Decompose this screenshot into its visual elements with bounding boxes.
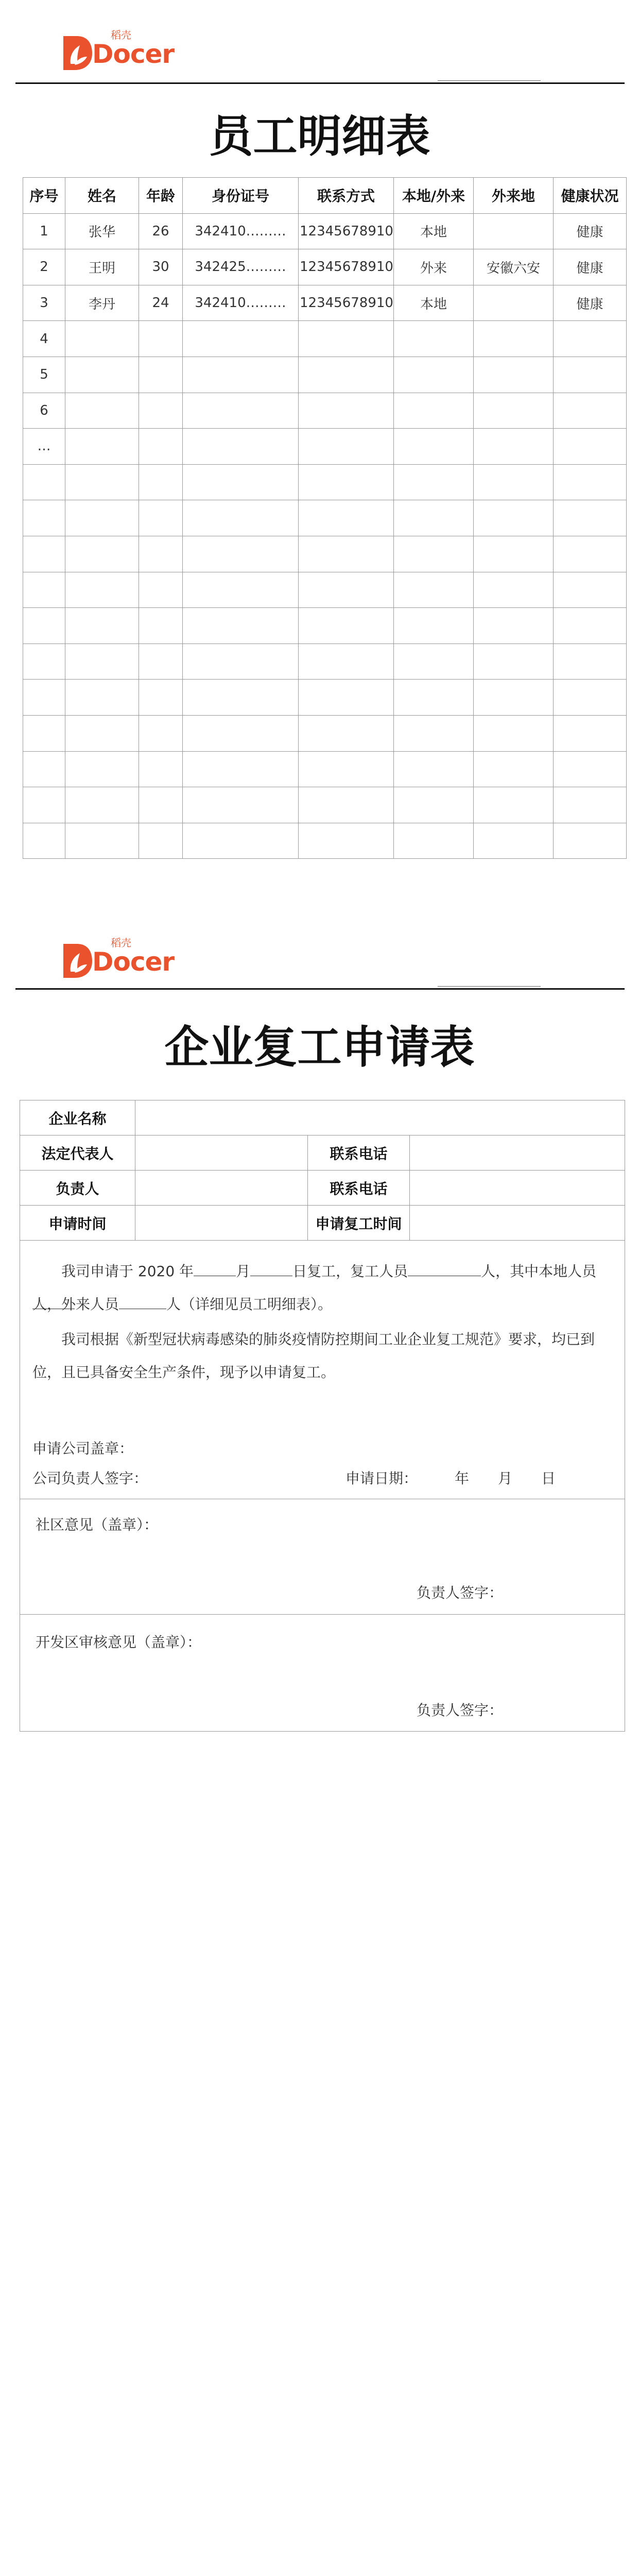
cell-index [23, 643, 65, 680]
application-date-label: 申请日期： [346, 1470, 418, 1487]
cell-index [23, 572, 65, 608]
resume-application-page [0, 917, 639, 2576]
cell-origin-place [474, 464, 554, 500]
docer-logo [59, 29, 175, 72]
docer-cn-name: 稻壳 [111, 937, 131, 949]
cell-origin-place [474, 643, 554, 680]
community-opinion-block [20, 1499, 625, 1615]
external-count-blank[interactable] [119, 1295, 166, 1309]
cell-name [65, 608, 139, 644]
cell-origin-type: 本地 [394, 285, 474, 321]
table-row [23, 643, 627, 680]
cell-index: … [23, 429, 65, 465]
cell-index [23, 751, 65, 787]
cell-origin-type [394, 643, 474, 680]
cell-contact [299, 572, 394, 608]
cell-age [139, 680, 183, 716]
col-header-id-number: 身份证号 [183, 178, 299, 214]
cell-contact [299, 643, 394, 680]
cell-contact [299, 500, 394, 536]
cell-health [554, 608, 627, 644]
devzone-signature-label: 负责人签字： [417, 1702, 504, 1719]
col-header-age: 年龄 [139, 178, 183, 214]
table-row [23, 536, 627, 572]
cell-origin-place [474, 321, 554, 357]
legal-rep-label: 法定代表人 [20, 1136, 135, 1170]
statement-text-part: 我司申请于 2020 年 [61, 1263, 194, 1280]
cell-origin-type [394, 715, 474, 751]
table-row [23, 787, 627, 823]
cell-contact [299, 608, 394, 644]
company-seal-label: 申请公司盖章： [32, 1440, 134, 1457]
legal-rep-row [20, 1136, 625, 1171]
cell-health: 健康 [554, 285, 627, 321]
cell-id-number [183, 464, 299, 500]
community-signature-label: 负责人签字： [417, 1584, 504, 1601]
date-day-label: 日 [541, 1470, 556, 1487]
cell-age: 24 [139, 285, 183, 321]
cell-origin-place [474, 536, 554, 572]
cell-name [65, 680, 139, 716]
cell-health [554, 357, 627, 393]
company-name-label: 企业名称 [20, 1100, 135, 1135]
cell-age [139, 464, 183, 500]
table-row [23, 680, 627, 716]
cell-name [65, 572, 139, 608]
cell-age [139, 393, 183, 429]
cell-age [139, 823, 183, 859]
company-name-row [20, 1100, 625, 1136]
cell-contact: 12345678910 [299, 285, 394, 321]
cell-health [554, 393, 627, 429]
cell-age [139, 357, 183, 393]
cell-origin-type [394, 608, 474, 644]
cell-health [554, 464, 627, 500]
cell-index [23, 715, 65, 751]
cell-origin-place [474, 715, 554, 751]
col-header-origin-type: 本地/外来 [394, 178, 474, 214]
phone-label-1: 联系电话 [308, 1136, 410, 1170]
cell-index [23, 823, 65, 859]
cell-age [139, 751, 183, 787]
table-row [23, 500, 627, 536]
header-rule-accent [438, 80, 541, 81]
cell-index [23, 680, 65, 716]
application-statement [20, 1241, 625, 1499]
cell-health [554, 823, 627, 859]
cell-origin-place [474, 787, 554, 823]
cell-origin-type [394, 393, 474, 429]
cell-origin-place [474, 608, 554, 644]
cell-contact [299, 787, 394, 823]
cell-origin-place [474, 213, 554, 249]
cell-origin-place [474, 572, 554, 608]
cell-contact [299, 321, 394, 357]
cell-name [65, 357, 139, 393]
cell-name: 张华 [65, 213, 139, 249]
cell-name [65, 429, 139, 465]
table-row [23, 249, 627, 285]
cell-health [554, 787, 627, 823]
cell-age [139, 787, 183, 823]
staff-table-header-row [23, 178, 627, 214]
header-rule [15, 988, 625, 990]
apply-time-label: 申请时间 [20, 1206, 135, 1240]
col-header-name: 姓名 [65, 178, 139, 214]
cell-age [139, 715, 183, 751]
cell-name [65, 393, 139, 429]
cell-contact [299, 715, 394, 751]
cell-origin-type: 外来 [394, 249, 474, 285]
cell-contact: 12345678910 [299, 213, 394, 249]
staff-sheet-page [0, 0, 639, 866]
cell-index: 3 [23, 285, 65, 321]
statement-text-part: 日复工，复工人员 [292, 1263, 408, 1280]
manager-label: 负责人 [20, 1171, 135, 1205]
col-header-index: 序号 [23, 178, 65, 214]
staff-count-blank[interactable] [408, 1262, 481, 1276]
cell-contact [299, 680, 394, 716]
col-header-origin-place: 外来地 [474, 178, 554, 214]
cell-index: 1 [23, 213, 65, 249]
cell-index [23, 500, 65, 536]
cell-origin-place [474, 429, 554, 465]
date-month-label: 月 [498, 1470, 513, 1487]
day-blank[interactable] [250, 1262, 292, 1276]
docer-logo-icon [59, 34, 93, 71]
cell-contact [299, 429, 394, 465]
resume-time-label: 申请复工时间 [308, 1206, 410, 1240]
cell-id-number: 342410……… [183, 213, 299, 249]
cell-origin-type [394, 536, 474, 572]
cell-id-number [183, 787, 299, 823]
cell-health [554, 572, 627, 608]
cell-index: 5 [23, 357, 65, 393]
cell-contact [299, 464, 394, 500]
company-signature-label: 公司负责人签字： [32, 1470, 148, 1487]
cell-age [139, 572, 183, 608]
cell-id-number [183, 572, 299, 608]
table-row [23, 429, 627, 465]
cell-age: 30 [139, 249, 183, 285]
devzone-opinion-block [20, 1615, 625, 1731]
phone-label-2: 联系电话 [308, 1171, 410, 1205]
cell-age [139, 536, 183, 572]
cell-name [65, 715, 139, 751]
cell-age [139, 321, 183, 357]
cell-name [65, 536, 139, 572]
statement-text-part: 人（详细见员工明细表）。 [166, 1296, 333, 1313]
statement-text-part: 月 [236, 1263, 251, 1280]
apply-time-row [20, 1206, 625, 1241]
cell-contact [299, 393, 394, 429]
cell-id-number [183, 393, 299, 429]
manager-row [20, 1171, 625, 1206]
cell-id-number: 342425……… [183, 249, 299, 285]
cell-origin-type [394, 464, 474, 500]
statement-text-part: 人，外来人员 [32, 1296, 119, 1313]
cell-health: 健康 [554, 213, 627, 249]
table-row [23, 213, 627, 249]
cell-name [65, 751, 139, 787]
cell-id-number [183, 715, 299, 751]
cell-index [23, 787, 65, 823]
cell-id-number [183, 500, 299, 536]
cell-id-number [183, 823, 299, 859]
cell-health [554, 643, 627, 680]
col-header-health: 健康状况 [554, 178, 627, 214]
table-row [23, 357, 627, 393]
cell-origin-type [394, 751, 474, 787]
cell-origin-place [474, 751, 554, 787]
docer-wordmark: Docer [92, 947, 175, 977]
cell-origin-place [474, 680, 554, 716]
month-blank[interactable] [194, 1262, 236, 1276]
cell-origin-place: 安徽六安 [474, 249, 554, 285]
cell-health: 健康 [554, 249, 627, 285]
cell-origin-type [394, 321, 474, 357]
cell-health [554, 680, 627, 716]
table-row [23, 751, 627, 787]
table-row [23, 321, 627, 357]
cell-origin-type [394, 429, 474, 465]
cell-age [139, 643, 183, 680]
cell-origin-type [394, 572, 474, 608]
cell-health [554, 321, 627, 357]
cell-id-number [183, 680, 299, 716]
table-row [23, 572, 627, 608]
cell-contact [299, 751, 394, 787]
statement-text-part: 人，其中本地人员 [481, 1263, 597, 1280]
community-opinion-label: 社区意见（盖章）： [36, 1516, 159, 1533]
cell-id-number [183, 751, 299, 787]
docer-wordmark: Docer [92, 39, 175, 69]
company-name-field[interactable] [135, 1100, 625, 1135]
date-year-label: 年 [455, 1470, 470, 1487]
cell-health [554, 536, 627, 572]
cell-origin-type [394, 357, 474, 393]
cell-age [139, 429, 183, 465]
cell-id-number [183, 429, 299, 465]
cell-contact: 12345678910 [299, 249, 394, 285]
cell-contact [299, 536, 394, 572]
staff-sheet-title: 员工明细表 [209, 110, 430, 162]
cell-origin-type [394, 787, 474, 823]
cell-name [65, 464, 139, 500]
cell-age [139, 608, 183, 644]
phone-field-2[interactable] [410, 1171, 625, 1205]
phone-field-1[interactable] [410, 1136, 625, 1170]
cell-index: 2 [23, 249, 65, 285]
cell-origin-place [474, 393, 554, 429]
manager-field[interactable] [135, 1171, 308, 1205]
cell-health [554, 429, 627, 465]
cell-contact [299, 357, 394, 393]
cell-name [65, 787, 139, 823]
cell-id-number [183, 536, 299, 572]
docer-logo-icon [59, 942, 93, 979]
apply-time-field[interactable] [135, 1206, 308, 1240]
table-row [23, 464, 627, 500]
statement-paragraph-2: 我司根据《新型冠状病毒感染的肺炎疫情防控期间工业企业复工规范》要求，均已到位，且已具备安全生产条件，现予以申请复工。 [32, 1331, 595, 1381]
cell-origin-type [394, 500, 474, 536]
cell-origin-place [474, 357, 554, 393]
table-row [23, 393, 627, 429]
legal-rep-field[interactable] [135, 1136, 308, 1170]
cell-origin-type [394, 823, 474, 859]
cell-index: 6 [23, 393, 65, 429]
cell-name [65, 321, 139, 357]
cell-index [23, 608, 65, 644]
cell-index [23, 536, 65, 572]
cell-id-number [183, 321, 299, 357]
devzone-opinion-label: 开发区审核意见（盖章）： [36, 1634, 202, 1651]
cell-health [554, 500, 627, 536]
docer-logo [59, 937, 175, 980]
cell-index [23, 464, 65, 500]
cell-origin-place [474, 500, 554, 536]
header-rule [15, 82, 625, 84]
cell-health [554, 751, 627, 787]
cell-name: 李丹 [65, 285, 139, 321]
table-row [23, 823, 627, 859]
docer-cn-name: 稻壳 [111, 29, 131, 41]
cell-id-number [183, 608, 299, 644]
cell-name [65, 823, 139, 859]
resume-time-field[interactable] [410, 1206, 625, 1240]
staff-table-body [23, 213, 627, 859]
cell-name: 王明 [65, 249, 139, 285]
cell-name [65, 500, 139, 536]
application-form [20, 1100, 625, 1732]
cell-health [554, 715, 627, 751]
cell-contact [299, 823, 394, 859]
cell-id-number: 342410……… [183, 285, 299, 321]
table-row [23, 285, 627, 321]
col-header-contact: 联系方式 [299, 178, 394, 214]
cell-id-number [183, 357, 299, 393]
cell-age [139, 500, 183, 536]
staff-table [23, 177, 627, 859]
table-row [23, 608, 627, 644]
cell-id-number [183, 643, 299, 680]
cell-name [65, 643, 139, 680]
cell-origin-type: 本地 [394, 213, 474, 249]
cell-index: 4 [23, 321, 65, 357]
cell-origin-place [474, 823, 554, 859]
cell-origin-place [474, 285, 554, 321]
statement-paragraph-1-cont [32, 1288, 612, 1321]
cell-origin-type [394, 680, 474, 716]
cell-age: 26 [139, 213, 183, 249]
header-rule-accent [438, 986, 541, 987]
application-title: 企业复工申请表 [164, 1021, 475, 1073]
table-row [23, 715, 627, 751]
